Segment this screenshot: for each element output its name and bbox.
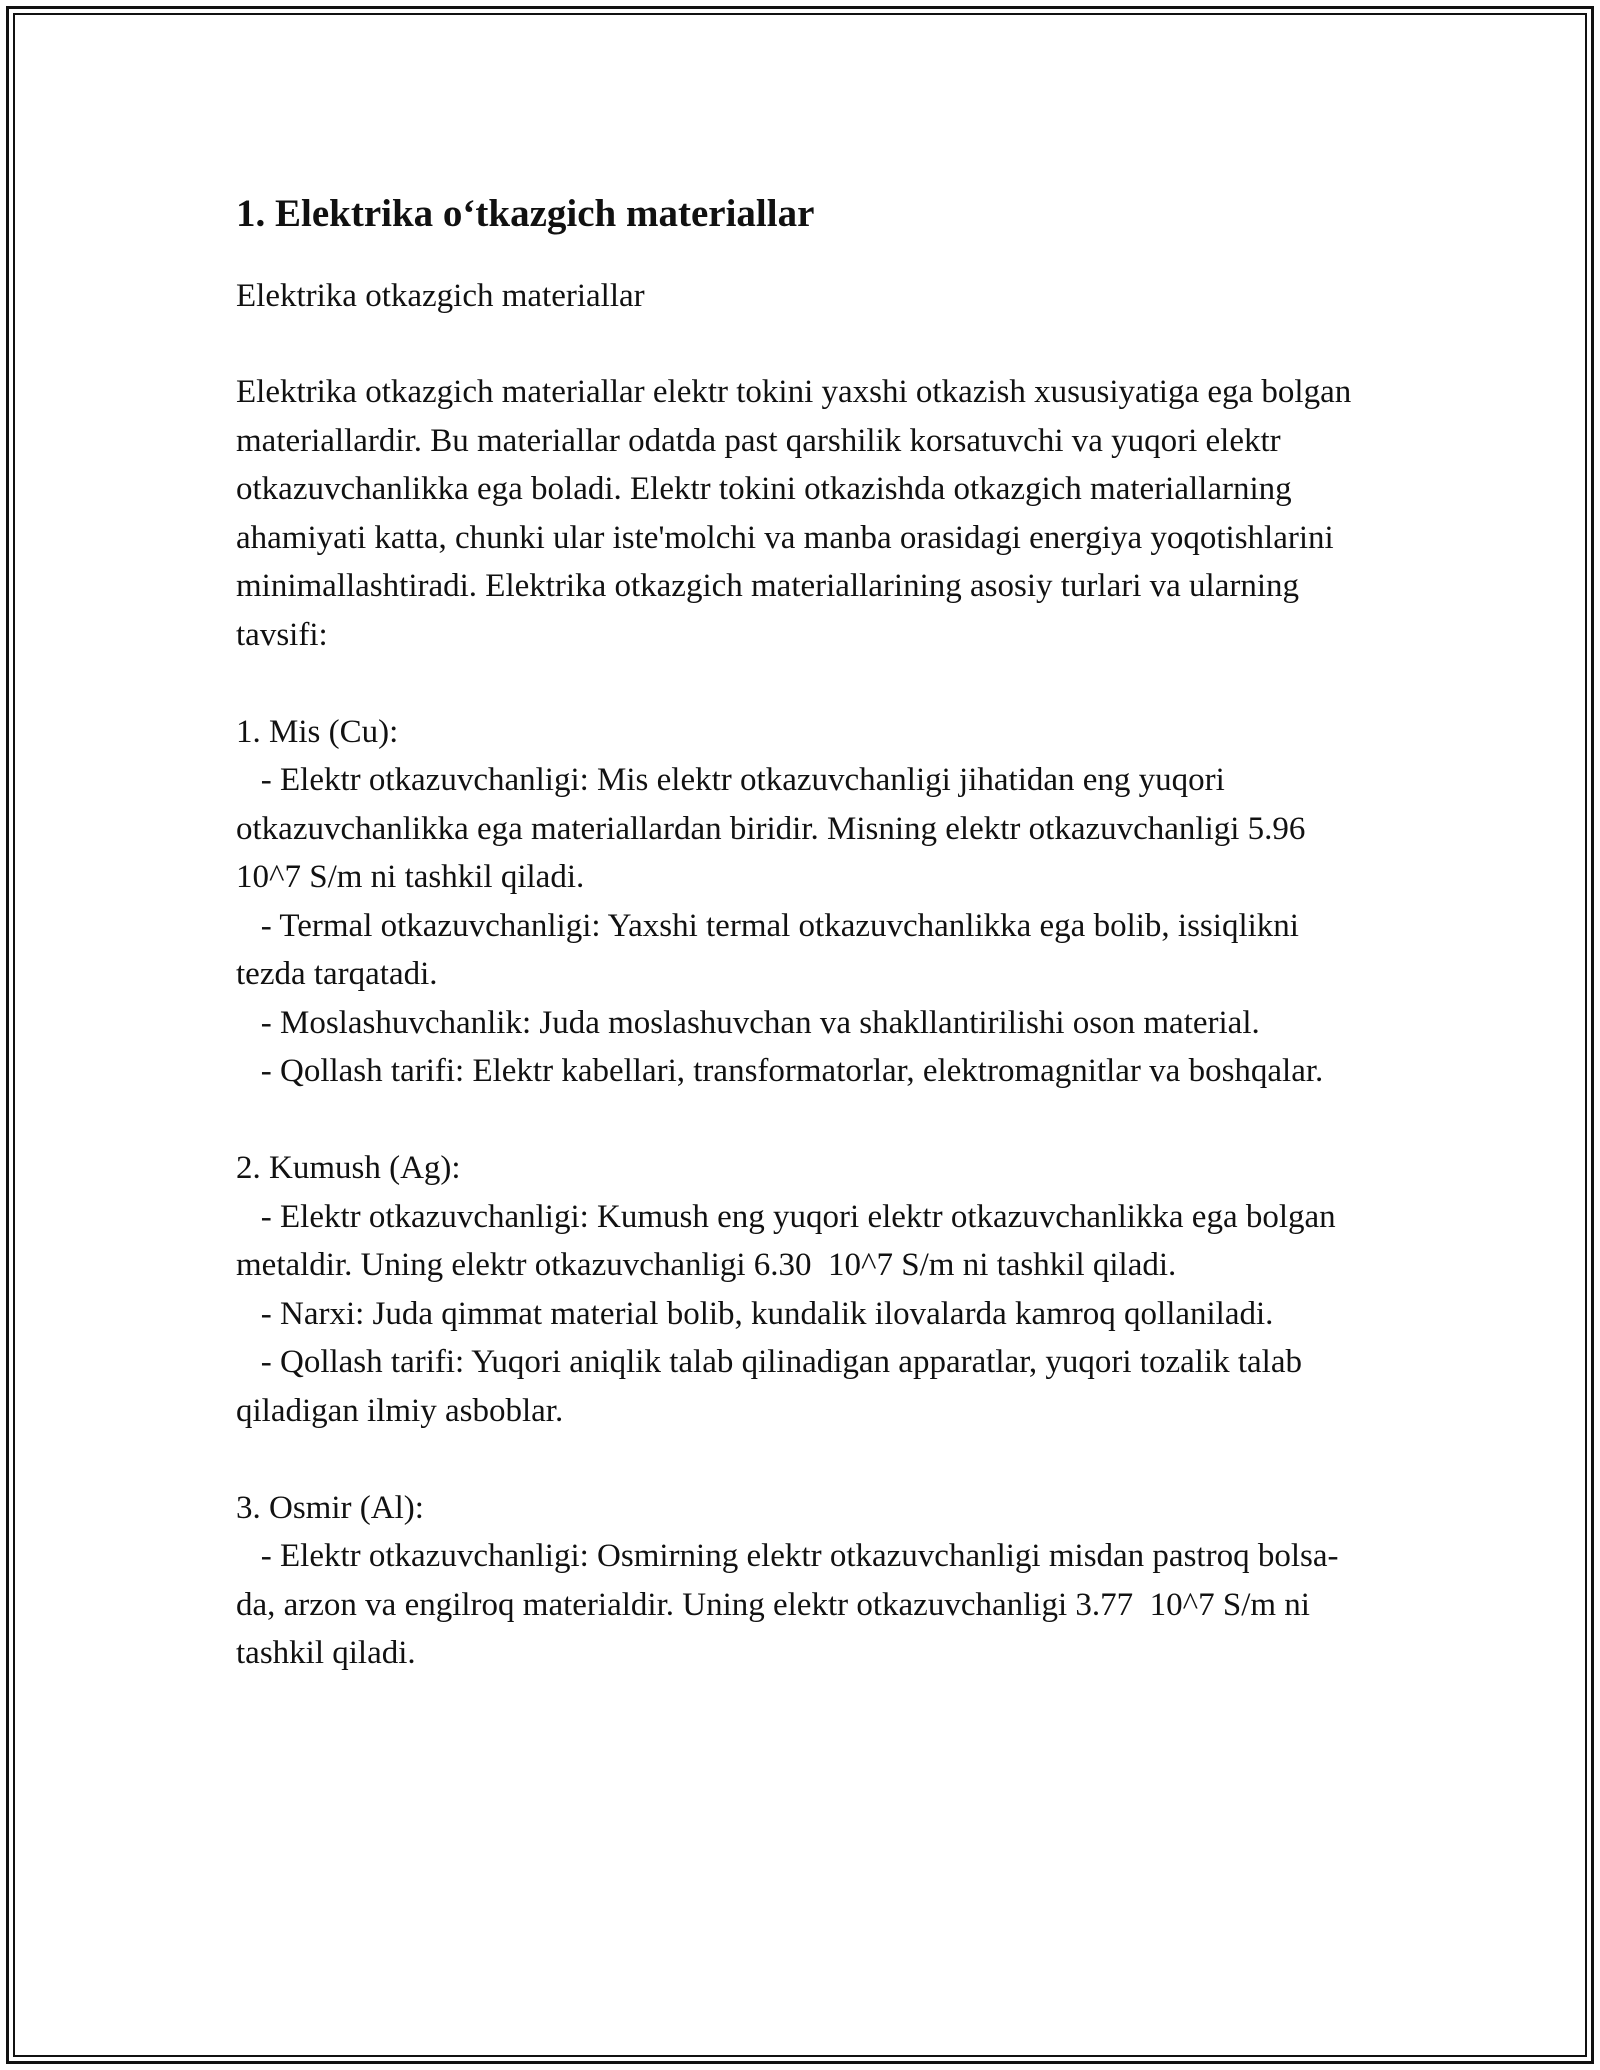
section-title: 2. Kumush (Ag): xyxy=(236,1150,461,1186)
document-subtitle: Elektrika otkazgich materiallar xyxy=(236,278,645,314)
section-line: - Qollash tarifi: Elektr kabellari, transformatorlar, elektromagnitlar va boshqalar. xyxy=(236,1053,1324,1089)
document-body xyxy=(236,190,1376,1726)
section-line: - Termal otkazuvchanligi: Yaxshi termal otkazuvchanlikka ega bolib, issiqlikni tezda tarqatadi. xyxy=(236,907,1308,992)
section-line: - Qollash tarifi: Yuqori aniqlik talab qilinadigan apparatlar, yuqori tozalik talab qiladigan ilmiy asboblar. xyxy=(236,1344,1311,1429)
intro-paragraph: Elektrika otkazgich materiallar elektr tokini yaxshi otkazish xususiyatiga ega bolgan materiallardir. Bu materiallar odatda past qarshilik korsatuvchi va yuqori elektr otkazuvchanlikka ega boladi. Elektr tokini otkazishda otkazgich materiallarning ahamiyati katta, chunki ular iste'molchi va manba orasidagi energiya yoqotishlarini minimallashtiradi. Elektrika otkazgich materiallarining asosiy turlari va ularning tavsifi: xyxy=(236,374,1352,653)
section-line: - Moslashuvchanlik: Juda moslashuvchan va shakllantirilishi oson material. xyxy=(236,1004,1260,1041)
section-line: - Elektr otkazuvchanligi: Kumush eng yuqori elektr otkazuvchanlikka ega bolgan metaldir. Uning elektr otkazuvchanligi 6.30 10^7 S/m ni tashkil qiladi. xyxy=(236,1198,1344,1283)
section-mis xyxy=(236,708,1376,1096)
section-title: 3. Osmir (Al): xyxy=(236,1489,424,1526)
section-line: - Narxi: Juda qimmat material bolib, kundalik ilovalarda kamroq qollaniladi. xyxy=(236,1295,1274,1332)
section-line: - Elektr otkazuvchanligi: Osmirning elektr otkazuvchanligi misdan pastroq bolsa-da, arzon va engilroq materialdir. Uning elektr otkazuvchanligi 3.77 10^7 S/m ni tashkil qiladi. xyxy=(236,1538,1339,1671)
section-kumush xyxy=(236,1144,1376,1435)
section-title: 1. Mis (Cu): xyxy=(236,713,399,750)
section-osmir xyxy=(236,1484,1376,1678)
section-line: - Elektr otkazuvchanligi: Mis elektr otkazuvchanligi jihatidan eng yuqori otkazuvchanlikka ega materiallardan biridir. Misning elektr otkazuvchanligi 5.96 10^7 S/m ni tashkil qiladi. xyxy=(236,762,1322,895)
document-heading: 1. Elektrika o‘tkazgich materiallar xyxy=(236,192,815,235)
